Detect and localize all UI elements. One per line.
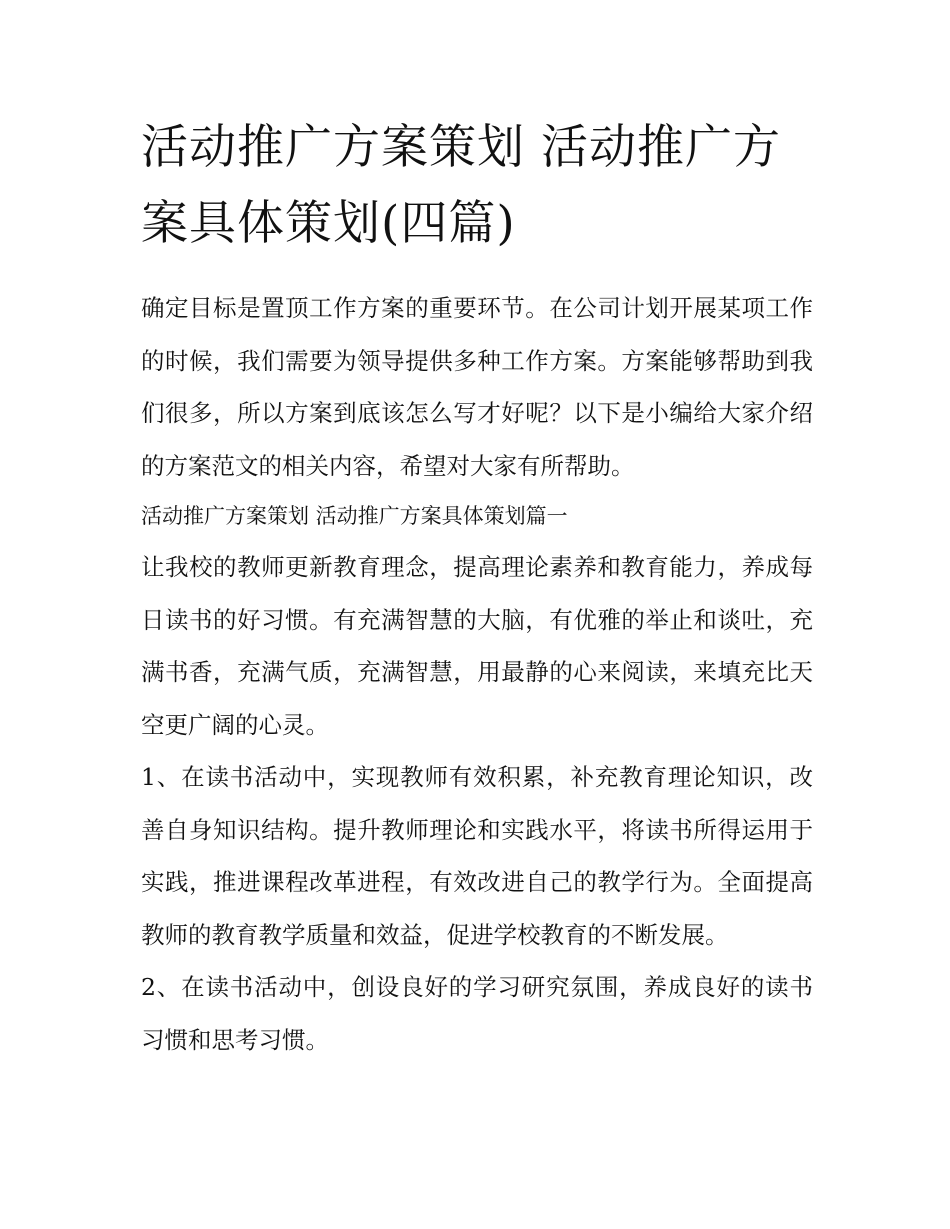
intro-paragraph: 确定目标是置顶工作方案的重要环节。在公司计划开展某项工作的时候，我们需要为领导提供多种工作方案。方案能够帮助到我们很多，所以方案到底该怎么写才好呢？以下是小编给大家介绍的方案范文的相关内容，希望对大家有所帮助。 [141, 294, 813, 480]
section-heading: 活动推广方案策划 活动推广方案具体策划篇一 [141, 504, 568, 528]
document-title: 活动推广方案策划 活动推广方案具体策划(四篇) [141, 120, 781, 251]
body-paragraph-1: 让我校的教师更新教育理念，提高理论素养和教育能力，养成每日读书的好习惯。有充满智慧的大脑，有优雅的举止和谈吐，充满书香，充满气质，充满智慧，用最静的心来阅读，来填充比天空更广阔的心灵。 [141, 553, 813, 739]
list-item-1: 1、在读书活动中，实现教师有效积累，补充教育理论知识，改善自身知识结构。提升教师理论和实践水平，将读书所得运用于实践，推进课程改革进程，有效改进自己的教学行为。全面提高教师的教育教学质量和效益，促进学校教育的不断发展。 [141, 763, 813, 949]
document-page [141, 110, 813, 1066]
list-item-2: 2、在读书活动中，创设良好的学习研究氛围，养成良好的读书习惯和思考习惯。 [141, 973, 813, 1054]
